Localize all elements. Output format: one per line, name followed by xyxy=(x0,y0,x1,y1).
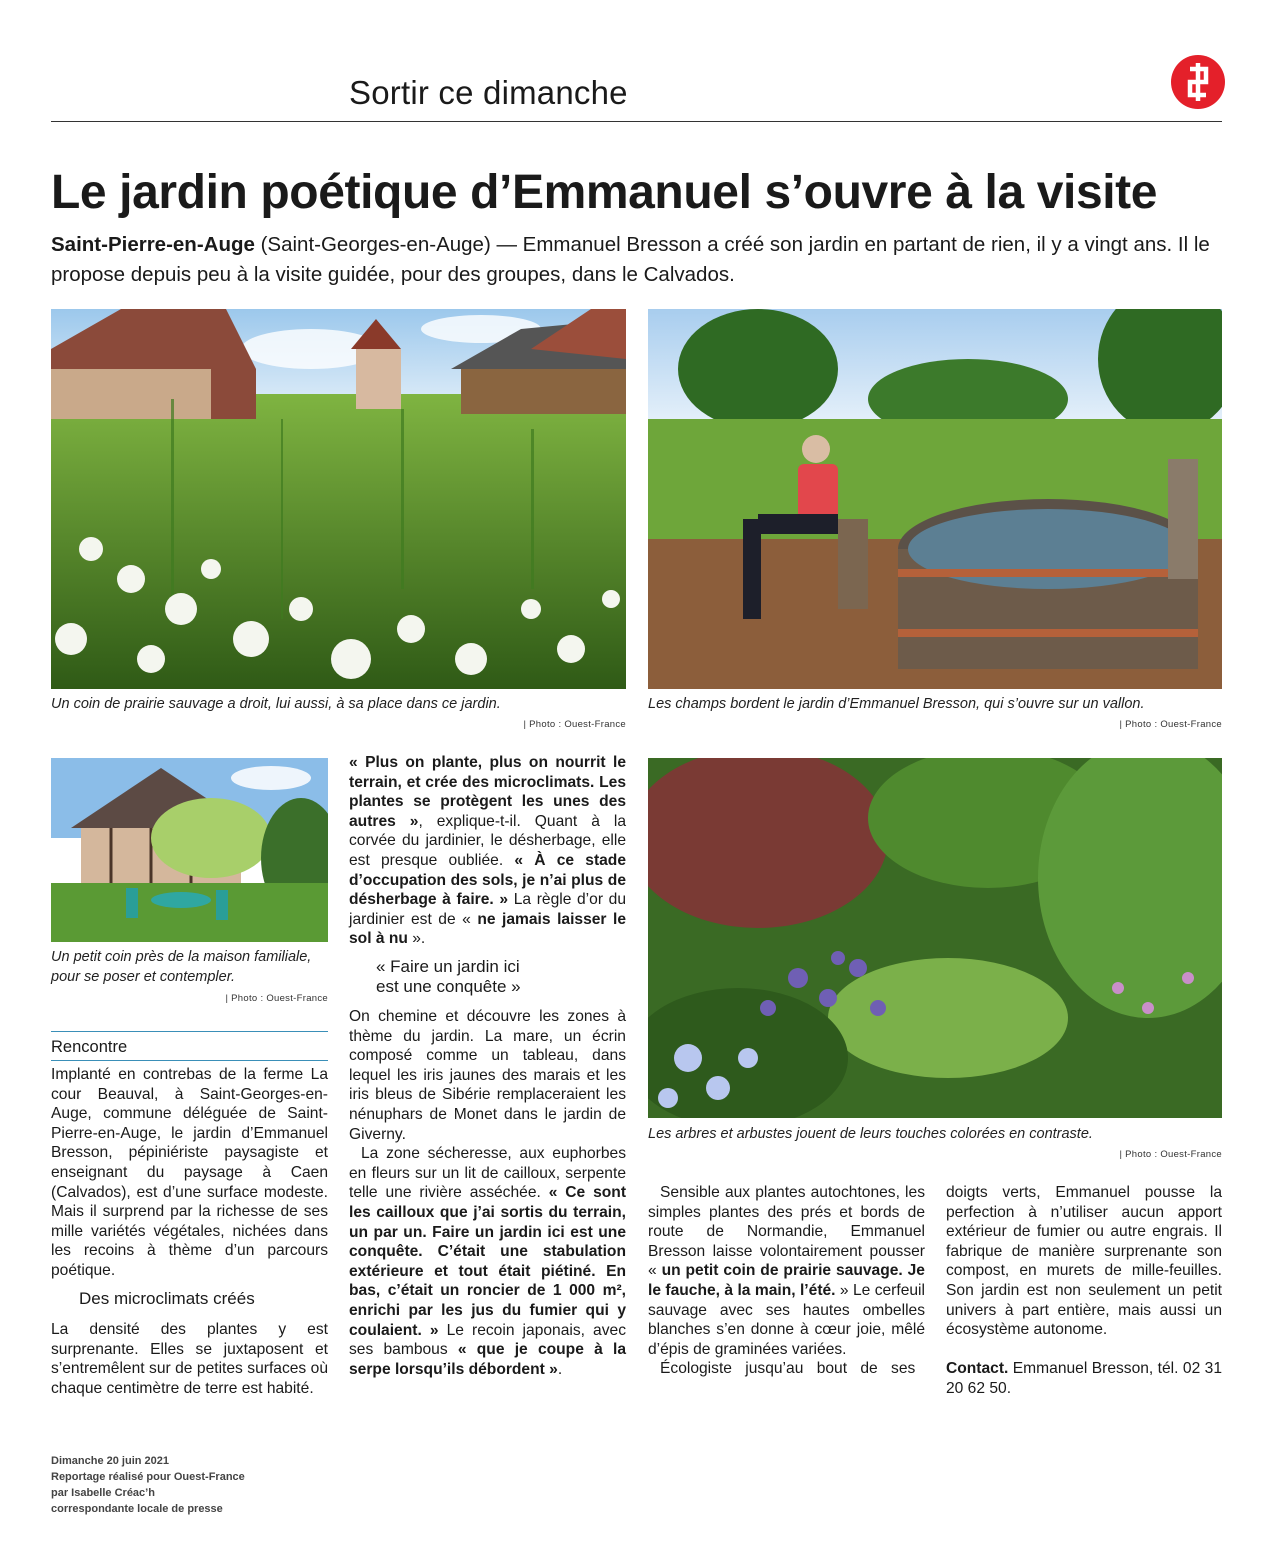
photo-iris-garden-caption: Les arbres et arbustes jouent de leurs touches colorées en contraste. xyxy=(648,1126,1093,1142)
col3-paragraph-2: Écologiste jusqu’au bout de ses xyxy=(660,1360,916,1378)
footer-reportage: Reportage réalisé pour Ouest-France xyxy=(51,1471,245,1483)
photo-meadow-credit: | Photo : Ouest-France xyxy=(523,719,626,730)
col2-text-3: ». xyxy=(407,930,426,948)
header-rule xyxy=(51,121,1222,122)
column-2-text-2 xyxy=(349,1007,626,1379)
photo-house-table-caption: Un petit coin près de la maison familiale, pour se poser et contempler. xyxy=(51,949,312,985)
quote-plus-on-plante: « Plus on plante, plus on nourrit le terrain, et crée des microclimats. Les plantes se protègent les unes des autres » xyxy=(349,754,626,830)
rencontre-rule-top xyxy=(51,1031,328,1032)
rencontre-rule-bottom xyxy=(51,1060,328,1061)
col2-text-2: La règle d’or du jardinier est de « xyxy=(349,891,626,928)
column-2-text xyxy=(349,753,626,949)
footer-role: correspondante locale de presse xyxy=(51,1503,223,1515)
ouest-france-logo-icon xyxy=(1171,55,1225,109)
column-1-text xyxy=(51,1065,328,1281)
col1-paragraph-1: Implanté en contrebas de la ferme La cour Beauval, à Saint-Georges-en-Auge, commune déléguée de Saint-Pierre-en-Auge, le jardin d’Emmanuel Bresson, pépiniériste paysagiste et enseignant du paysage à Caen (Calvados), est d’une surface modeste. Mais il surprend par la richesse de ses mille variétés végétales, nichées dans les recoins à thème d’un parcours poétique. xyxy=(51,1066,328,1279)
col3-text-2: » Le cerfeuil sauvage avec ses hautes ombelles blanches s’en donne à cœur joie, mêlé d’épis de graminées variées. xyxy=(648,1281,925,1358)
col2-p3-text-3: . xyxy=(557,1360,563,1378)
col2-paragraph-3 xyxy=(349,1144,626,1379)
col2-p3-text-2: Le recoin japonais, avec ses bambous xyxy=(349,1321,626,1359)
subhead-microclimats: Des microclimats créés xyxy=(79,1289,255,1308)
photo-meadow-caption: Un coin de prairie sauvage a droit, lui aussi, à sa place dans ce jardin. xyxy=(51,696,501,712)
contact-paragraph xyxy=(946,1359,1222,1398)
photo-iris-garden-credit: | Photo : Ouest-France xyxy=(1119,1149,1222,1160)
photo-house-table xyxy=(51,758,328,942)
col2-paragraph-1 xyxy=(349,753,626,949)
column-4-text xyxy=(946,1183,1222,1399)
quote-cailloux: « Ce sont les cailloux que j’ai sortis du terrain, un par un. Faire un jardin ici est une conquête. C’était une stabulation extérieure et tout était piétiné. En bas, c’était un roncier de 1 000 m², enrichi par les jus du fumier qui y coulaient. » xyxy=(349,1184,627,1339)
footer-date: Dimanche 20 juin 2021 xyxy=(51,1455,169,1467)
quote-prairie-sauvage: un petit coin de prairie sauvage. Je le fauche, à la main, l’été. xyxy=(648,1262,925,1299)
col2-paragraph-2: On chemine et découvre les zones à thème du jardin. La mare, un écrin composé comme un tableau, dans lequel les iris jaunes des marais et les iris bleus de Sibérie remplaceraient les nénuphars de Monet dans le jardin de Giverny. xyxy=(349,1008,626,1143)
photo-iris-garden xyxy=(648,758,1222,1118)
photo-meadow xyxy=(51,309,626,689)
lead-sub: (Saint-Georges-en-Auge) — xyxy=(254,233,523,256)
contact-text: Emmanuel Bresson, tél. 02 31 20 62 50. xyxy=(946,1360,1222,1397)
col2-p3-text-1: La zone sécheresse, aux euphorbes en fleurs sur un lit de cailloux, serpente telle une rivière asséchée. xyxy=(349,1145,626,1202)
footer-author: par Isabelle Créac’h xyxy=(51,1487,155,1499)
col3-text-1: Sensible aux plantes autochtones, les simples plantes des prés et bords de route de Normandie, Emmanuel Bresson laisse volontairement pousser « xyxy=(648,1184,925,1280)
subhead-conquete-line2: est une conquête » xyxy=(376,977,521,996)
col3-paragraph-1 xyxy=(648,1183,925,1359)
quote-desherbage: « À ce stade d’occupation des sols, je n’ai plus de désherbage à faire. » xyxy=(349,851,627,909)
column-3-text xyxy=(648,1183,925,1379)
footer-byline xyxy=(51,1453,245,1517)
lead-place: Saint-Pierre-en-Auge xyxy=(51,233,255,256)
column-1-text-2 xyxy=(51,1320,328,1398)
article-lead xyxy=(51,230,1231,290)
photo-house-table-credit: | Photo : Ouest-France xyxy=(225,993,328,1004)
rencontre-label: Rencontre xyxy=(51,1038,128,1056)
quote-sol-a-nu: ne jamais laisser le sol à nu xyxy=(349,910,626,948)
subhead-conquete-line1: « Faire un jardin ici xyxy=(376,957,520,976)
subhead-conquete xyxy=(376,957,626,997)
section-title: Sortir ce dimanche xyxy=(349,74,628,111)
lead-text: Emmanuel Bresson a créé son jardin en partant de rien, il y a vingt ans. Il le propose depuis peu à la visite guidée, pour des groupes, dans le Calvados. xyxy=(51,233,1210,286)
col1-paragraph-2: La densité des plantes y est surprenante. Elles se juxtaposent et s’entremêlent sur de petites surfaces où chaque centimètre de terre est habité. xyxy=(51,1321,328,1397)
photo-man-barrel-caption: Les champs bordent le jardin d’Emmanuel Bresson, qui s’ouvre sur un vallon. xyxy=(648,696,1145,712)
photo-man-barrel-credit: | Photo : Ouest-France xyxy=(1119,719,1222,730)
quote-serpe: « que je coupe à la serpe lorsqu’ils débordent » xyxy=(349,1341,626,1378)
photo-man-barrel xyxy=(648,309,1222,689)
col4-paragraph-1: doigts verts, Emmanuel pousse la perfection à n’utiliser aucun apport extérieur de fumier ou autre engrais. Il fabrique de manière surprenante son compost, en murets de mille-feuilles. Son jardin est non seulement un petit univers à part entière, mais aussi un écosystème autonome. xyxy=(946,1184,1222,1339)
contact-label: Contact. xyxy=(946,1360,1009,1378)
col2-text-1: , explique-t-il. Quant à la corvée du jardinier, le désherbage, elle est presque oubliée. xyxy=(349,812,626,869)
article-headline: Le jardin poétique d’Emmanuel s’ouvre à la visite xyxy=(51,166,1158,219)
